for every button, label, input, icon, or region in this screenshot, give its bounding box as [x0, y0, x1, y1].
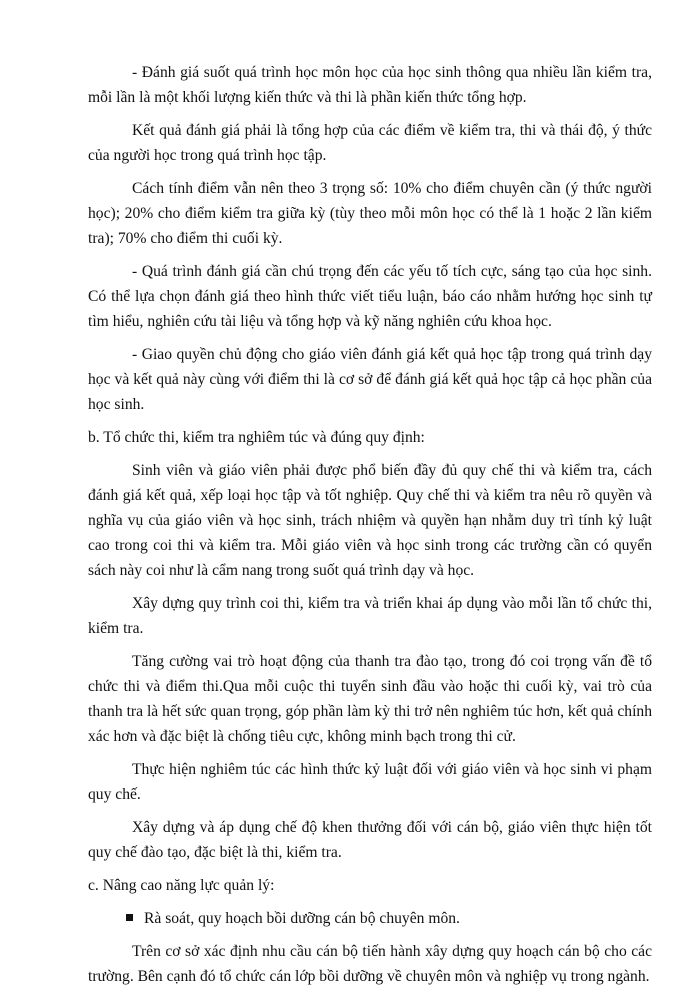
paragraph-continuous-assessment: - Đánh giá suốt quá trình học môn học của học sinh thông qua nhiều lần kiểm tra, mỗi lần là một khối lượng kiến thức và thi là phần kiến thức tổng hợp.: [88, 64, 652, 106]
section-heading-c: c. Nâng cao năng lực quản lý:: [88, 877, 275, 894]
paragraph-exam-regulations: Sinh viên và giáo viên phải được phổ biến đầy đủ quy chế thi và kiểm tra, cách đánh giá kết quả, xếp loại học tập và tốt nghiệp. Quy chế thi và kiểm tra nêu rõ quyền và nghĩa vụ của giáo viên và học sinh, trách nhiệm và quyền hạn nhằm duy trì tính kỷ luật cao trong coi thi và kiểm tra. Mỗi giáo viên và học sinh trong các trường cần có quyển sách này coi như là cẩm nang trong suốt quá trình dạy và học.: [88, 462, 652, 579]
section-heading-b: b. Tổ chức thi, kiểm tra nghiêm túc và đúng quy định:: [88, 429, 425, 446]
paragraph-assessment-result: Kết quả đánh giá phải là tổng hợp của các điểm về kiểm tra, thi và thái độ, ý thức của người học trong quá trình học tập.: [88, 122, 652, 164]
paragraph-grading-weights: Cách tính điểm vẫn nên theo 3 trọng số: 10% cho điểm chuyên cần (ý thức người học); 20% cho điểm kiểm tra giữa kỳ (tùy theo mỗi môn học có thể là 1 hoặc 2 lần kiểm tra); 70% cho điểm thi cuối kỳ.: [88, 180, 652, 247]
bullet-item-text: Rà soát, quy hoạch bồi dưỡng cán bộ chuyên môn.: [144, 910, 460, 927]
paragraph-staff-planning: Trên cơ sở xác định nhu cầu cán bộ tiến hành xây dựng quy hoạch cán bộ cho các trường. Bên cạnh đó tổ chức cán lớp bồi dưỡng về chuyên môn và nghiệp vụ trong ngành.: [88, 943, 652, 985]
square-bullet-icon: [126, 914, 133, 921]
paragraph-rewards: Xây dựng và áp dụng chế độ khen thưởng đối với cán bộ, giáo viên thực hiện tốt quy chế đào tạo, đặc biệt là thi, kiểm tra.: [88, 819, 652, 861]
paragraph-inspection-role: Tăng cường vai trò hoạt động của thanh tra đào tạo, trong đó coi trọng vấn đề tổ chức thi và điểm thi.Qua mỗi cuộc thi tuyển sinh đầu vào hoặc thi cuối kỳ, vai trò của thanh tra là hết sức quan trọng, góp phần làm kỳ thi trở nên nghiêm túc hơn, kết quả chính xác hơn và đặc biệt là chống tiêu cực, không minh bạch trong thi cử.: [88, 653, 652, 745]
paragraph-discipline: Thực hiện nghiêm túc các hình thức kỷ luật đối với giáo viên và học sinh vi phạm quy chế.: [88, 761, 652, 803]
document-page: [88, 60, 652, 997]
paragraph-exam-procedure: Xây dựng quy trình coi thi, kiểm tra và triển khai áp dụng vào mỗi lần tổ chức thi, kiểm tra.: [88, 595, 652, 637]
paragraph-teacher-autonomy: - Giao quyền chủ động cho giáo viên đánh giá kết quả học tập trong quá trình dạy học và kết quả này cùng với điểm thi là cơ sở để đánh giá kết quả học tập cả học phần của học sinh.: [88, 346, 652, 413]
paragraph-creative-assessment: - Quá trình đánh giá cần chú trọng đến các yếu tố tích cực, sáng tạo của học sinh. Có thể lựa chọn đánh giá theo hình thức viết tiểu luận, báo cáo nhằm hướng học sinh tự tìm hiểu, nghiên cứu tài liệu và tổng hợp và kỹ năng nghiên cứu khoa học.: [88, 263, 652, 330]
bullet-item: [126, 906, 652, 931]
